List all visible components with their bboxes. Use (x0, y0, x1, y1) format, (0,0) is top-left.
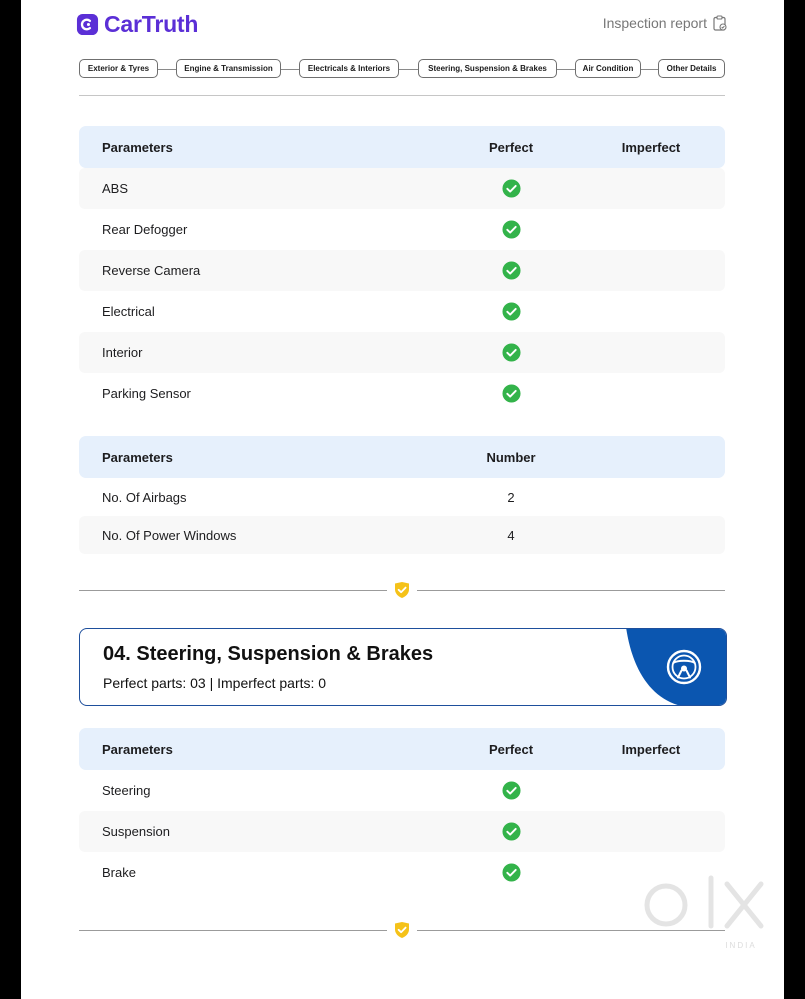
parameter-name: ABS (102, 181, 129, 196)
header-parameters: Parameters (102, 139, 173, 155)
tab-other-details[interactable]: Other Details (658, 59, 725, 78)
watermark-region: INDIA (725, 941, 757, 950)
header-number: Number (486, 449, 536, 465)
brand-name: CarTruth (104, 11, 199, 37)
table-row (79, 478, 725, 516)
section-summary-card (79, 628, 727, 706)
tab-steering-suspension-brakes[interactable]: Steering, Suspension & Brakes (418, 59, 557, 78)
shield-check-icon (393, 581, 411, 599)
counts-table (79, 436, 725, 554)
olx-watermark (641, 872, 784, 952)
tab-exterior-tyres[interactable]: Exterior & Tyres (79, 59, 158, 78)
header-perfect: Perfect (488, 741, 534, 757)
check-circle-icon (502, 302, 521, 321)
tab-air-condition[interactable]: Air Condition (575, 59, 641, 78)
check-circle-icon (502, 220, 521, 239)
check-circle-icon (502, 781, 521, 800)
table-row (79, 811, 725, 852)
clipboard-check-icon (713, 15, 727, 31)
table-row (79, 291, 725, 332)
shield-check-icon (393, 921, 411, 939)
table-header (79, 728, 725, 770)
check-circle-icon (502, 261, 521, 280)
steering-wheel-icon (668, 651, 700, 683)
inspection-report-label: Inspection report (602, 15, 707, 31)
table-row (79, 852, 725, 893)
check-circle-icon (502, 179, 521, 198)
table-row (79, 373, 725, 414)
table-row (79, 516, 725, 554)
steering-table (79, 728, 725, 893)
parameter-value: 2 (507, 489, 515, 505)
table-row (79, 250, 725, 291)
check-circle-icon (502, 384, 521, 403)
section-tabs (79, 59, 725, 79)
parameter-name: Brake (102, 865, 136, 880)
check-circle-icon (502, 863, 521, 882)
cartruth-logo-icon (76, 13, 99, 36)
tab-electricals-interiors[interactable]: Electricals & Interiors (299, 59, 399, 78)
table-row (79, 770, 725, 811)
header-imperfect: Imperfect (621, 139, 681, 155)
header-parameters: Parameters (102, 741, 173, 757)
divider-line (79, 930, 387, 931)
parameter-name: Reverse Camera (102, 263, 201, 278)
header-divider (79, 95, 725, 96)
divider-line (417, 590, 725, 591)
check-circle-icon (502, 343, 521, 362)
header-perfect: Perfect (488, 139, 534, 155)
section-parts-summary: Perfect parts: 03 | Imperfect parts: 0 (103, 675, 327, 691)
table-row (79, 332, 725, 373)
header-imperfect: Imperfect (621, 741, 681, 757)
divider-line (79, 590, 387, 591)
parameter-name: Parking Sensor (102, 386, 191, 401)
brand-logo[interactable] (76, 11, 198, 38)
parameter-name: Interior (102, 345, 143, 360)
section-divider (79, 580, 725, 600)
inspection-page (21, 0, 784, 999)
section-title: 04. Steering, Suspension & Brakes (103, 643, 434, 665)
parameter-name: No. Of Power Windows (102, 527, 237, 543)
table-header (79, 436, 725, 478)
table-row (79, 209, 725, 250)
electricals-table (79, 126, 725, 414)
parameter-name: Suspension (102, 824, 170, 839)
section-icon-badge (626, 628, 727, 706)
section-divider (79, 920, 725, 940)
tab-engine-transmission[interactable]: Engine & Transmission (176, 59, 281, 78)
inspection-report-link[interactable] (603, 15, 727, 31)
parameter-name: Rear Defogger (102, 222, 188, 237)
parameter-name: Electrical (102, 304, 155, 319)
table-row (79, 168, 725, 209)
table-header (79, 126, 725, 168)
parameter-name: Steering (102, 783, 151, 798)
header-parameters: Parameters (102, 449, 173, 465)
check-circle-icon (502, 822, 521, 841)
parameter-value: 4 (507, 527, 515, 543)
parameter-name: No. Of Airbags (102, 489, 187, 505)
